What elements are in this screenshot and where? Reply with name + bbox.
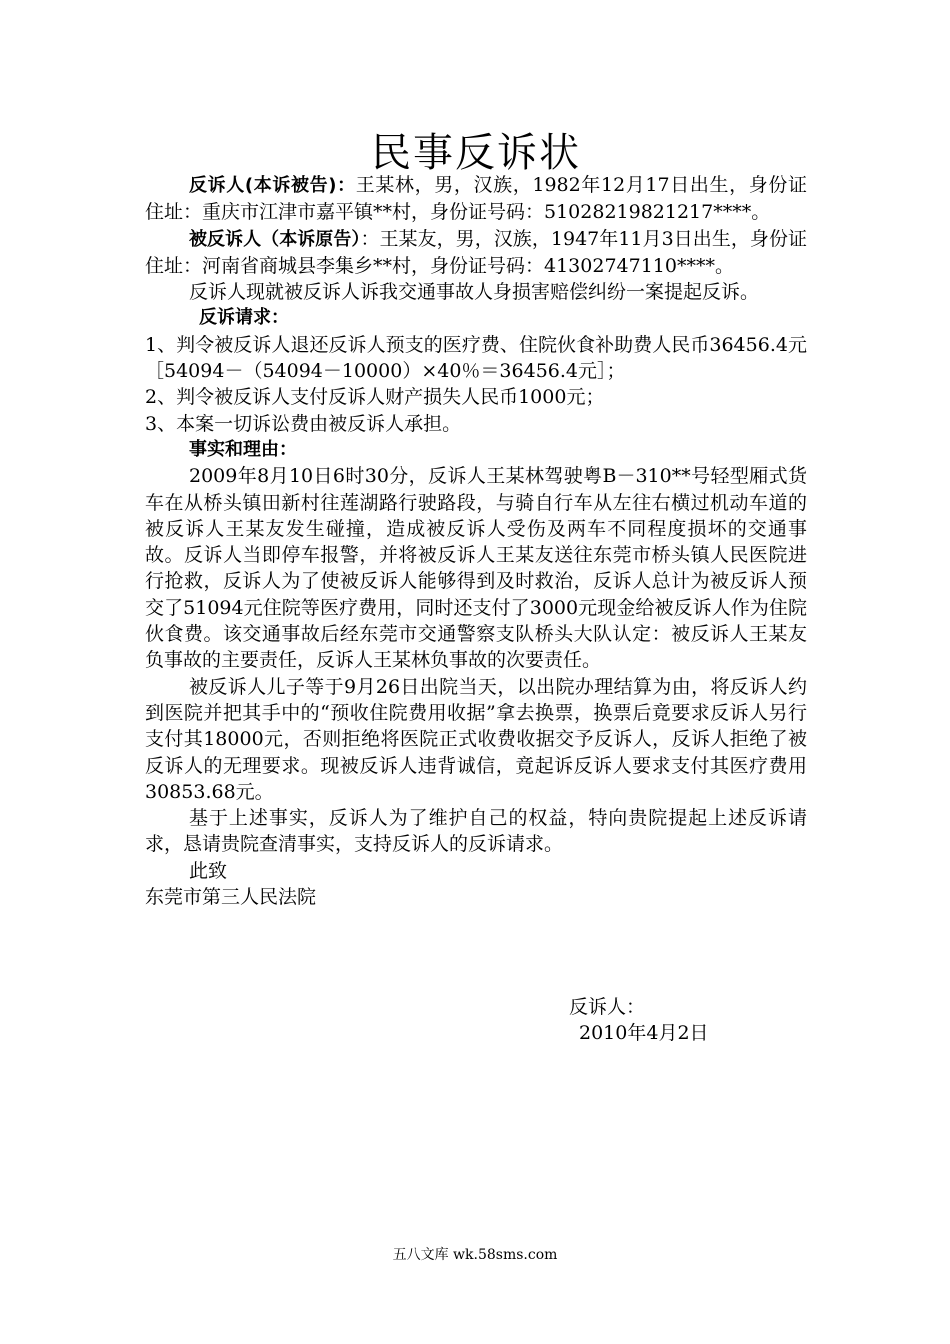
- request-item: 1、判令被反诉人退还反诉人预支的医疗费、住院伙食补助费人民币36456.4元［54094－（54094－10000）×40％＝36456.4元］；: [145, 333, 807, 383]
- counter-defendant-label: 被反诉人（本诉原告）: [189, 228, 361, 250]
- signature-date: 2010年4月2日: [579, 1022, 709, 1045]
- request-item: 3、本案一切诉讼费由被反诉人承担。: [145, 412, 462, 435]
- facts-heading: 事实和理由：: [189, 438, 297, 460]
- facts-paragraph: 2009年8月10日6时30分，反诉人王某林驾驶粤B－310**号轻型厢式货车在从桥头镇田新村往莲湖路行驶路段，与骑自行车从左往右横过机动车道的被反诉人王某友发生碰撞，造成被反诉人受伤及两车不同程度损坏的交通事故。反诉人当即停车报警，并将被反诉人王某友送往东莞市桥头镇人民医院进行抢救，反诉人为了使被反诉人能够得到及时救治，反诉人总计为被反诉人预交了51094元住院等医疗费用，同时还支付了3000元现金给被反诉人作为住院伙食费。该交通事故后经东莞市交通警察支队桥头大队认定：被反诉人王某友负事故的主要责任，反诉人王某林负事故的次要责任。: [145, 465, 807, 672]
- signature-block: [569, 994, 709, 1047]
- closing-text: 此致: [189, 859, 228, 882]
- counter-plaintiff-paragraph: [145, 172, 807, 226]
- counter-plaintiff-text: 王某林，男，汉族，1982年12月17日出生，身份证住址：重庆市江津市嘉平镇**村，身份证号码：51028219821217****。: [145, 174, 807, 224]
- counter-defendant-text: ：王某友，男，汉族，1947年11月3日出生，身份证住址：河南省商城县李集乡**村，身份证号码：41302747110****。: [145, 227, 808, 277]
- document-title: 民事反诉状: [371, 130, 581, 176]
- counter-plaintiff-label: 反诉人(本诉被告)：: [189, 175, 356, 196]
- facts-paragraph: 基于上述事实，反诉人为了维护自己的权益，特向贵院提起上述反诉请求，恳请贵院查清事实，支持反诉人的反诉请求。: [145, 807, 807, 856]
- page-footer: 五八文库 wk.58sms.com: [392, 1247, 558, 1263]
- requests-heading: 反诉请求：: [199, 307, 289, 329]
- document-page: [145, 0, 807, 1344]
- intro-paragraph: 反诉人现就被反诉人诉我交通事故人身损害赔偿纠纷一案提起反诉。: [189, 281, 760, 304]
- court-name: 东莞市第三人民法院: [145, 886, 317, 909]
- counter-defendant-paragraph: [145, 226, 807, 280]
- request-item: 2、判令被反诉人支付反诉人财产损失人民币1000元；: [145, 386, 605, 409]
- document-body: [145, 172, 807, 910]
- signer-label: 反诉人：: [569, 996, 646, 1018]
- facts-paragraph: 被反诉人儿子等于9月26日出院当天，以出院办理结算为由，将反诉人约到医院并把其手中的“预收住院费用收据”拿去换票，换票后竟要求反诉人另行支付其18000元，否则拒绝将医院正式收费收据交予反诉人，反诉人拒绝了被反诉人的无理要求。现被反诉人违背诚信，竟起诉反诉人要求支付其医疗费用30853.68元。: [145, 675, 807, 803]
